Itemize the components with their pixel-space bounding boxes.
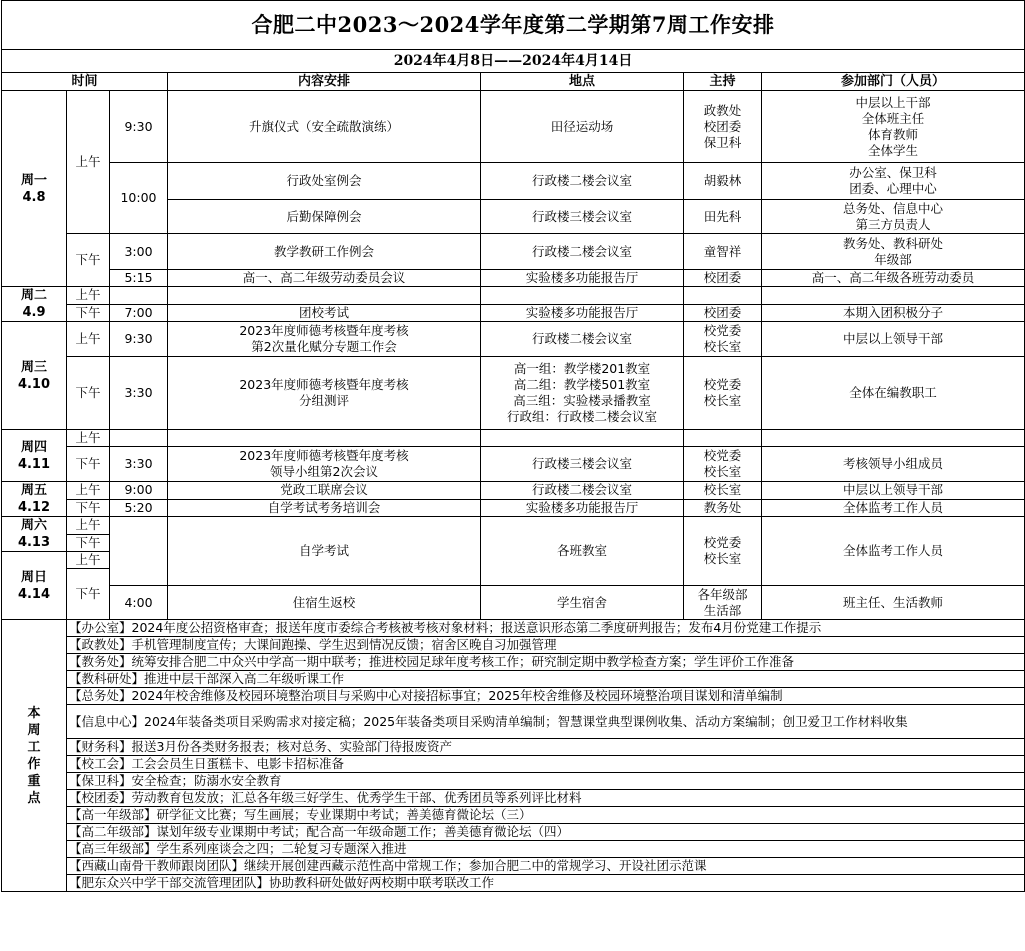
time-cell: 3:30 [110, 357, 168, 430]
participants-cell: 考核领导小组成员 [762, 447, 1025, 482]
location-cell: 行政楼二楼会议室 [481, 234, 684, 270]
day-sunday: 周日 4.14 [2, 552, 67, 620]
content-cell: 自学考试考务培训会 [168, 499, 481, 517]
header-host: 主持 [684, 73, 762, 91]
location-cell: 各班教室 [481, 517, 684, 586]
focus-item: 【校工会】工会会员生日蛋糕卡、电影卡招标准备 [67, 756, 1025, 773]
participants-cell: 中层以上领导干部 [762, 482, 1025, 500]
host-cell: 胡毅林 [684, 163, 762, 200]
time-cell: 3:30 [110, 447, 168, 482]
day-saturday: 周六 4.13 [2, 517, 67, 552]
period-pm: 下午 [67, 499, 110, 517]
period-am: 上午 [67, 552, 110, 569]
date-range: 2024年4月8日——2024年4月14日 [2, 50, 1025, 73]
host-cell: 教务处 [684, 499, 762, 517]
host-cell: 校团委 [684, 304, 762, 322]
location-cell: 实验楼多功能报告厅 [481, 270, 684, 287]
focus-item: 【政教处】手机管理制度宣传；大课间跑操、学生迟到情况反馈；宿舍区晚自习加强管理 [67, 637, 1025, 654]
host-cell: 校团委 [684, 270, 762, 287]
period-am: 上午 [67, 517, 110, 535]
time-cell: 10:00 [110, 163, 168, 234]
focus-item: 【高一年级部】研学征文比赛；写生画展；专业课期中考试；善美德育微论坛（三） [67, 807, 1025, 824]
period-am: 上午 [67, 430, 110, 447]
focus-item: 【教科研处】推进中层干部深入高二年级听课工作 [67, 671, 1025, 688]
content-cell: 2023年度师德考核暨年度考核 分组测评 [168, 357, 481, 430]
content-cell: 2023年度师德考核暨年度考核 领导小组第2次会议 [168, 447, 481, 482]
participants-cell: 办公室、保卫科 团委、心理中心 [762, 163, 1025, 200]
header-time: 时间 [2, 73, 168, 91]
time-cell: 5:15 [110, 270, 168, 287]
participants-cell: 全体在编教职工 [762, 357, 1025, 430]
day-thursday: 周四 4.11 [2, 430, 67, 482]
host-cell: 政教处 校团委 保卫科 [684, 91, 762, 163]
weekly-focus-label: 本 周 工 作 重 点 [2, 620, 67, 892]
participants-cell: 全体监考工作人员 [762, 517, 1025, 586]
focus-item: 【信息中心】2024年装备类项目采购需求对接定稿；2025年装备类项目采购清单编制；智慧课堂典型课例收集、活动方案编制；创卫爱卫工作材料收集 [67, 705, 1025, 739]
schedule-table [1, 0, 1025, 892]
participants-cell: 本期入团积极分子 [762, 304, 1025, 322]
focus-item: 【高二年级部】谋划年级专业课期中考试；配合高一年级命题工作；善美德育微论坛（四） [67, 824, 1025, 841]
location-cell: 行政楼二楼会议室 [481, 322, 684, 357]
day-friday: 周五 4.12 [2, 482, 67, 517]
participants-cell: 班主任、生活教师 [762, 586, 1025, 620]
content-cell: 住宿生返校 [168, 586, 481, 620]
page-title: 合肥二中2023～2024学年度第二学期第7周工作安排 [2, 1, 1025, 50]
period-pm: 下午 [67, 447, 110, 482]
focus-item: 【校团委】劳动教育包发放；汇总各年级三好学生、优秀学生干部、优秀团员等系列评比材料 [67, 790, 1025, 807]
content-cell: 高一、高二年级劳动委员会议 [168, 270, 481, 287]
content-cell: 自学考试 [168, 517, 481, 586]
time-cell: 9:00 [110, 482, 168, 500]
content-cell: 行政处室例会 [168, 163, 481, 200]
day-date: 4.8 [22, 189, 46, 205]
content-cell: 教学教研工作例会 [168, 234, 481, 270]
location-cell: 行政楼二楼会议室 [481, 482, 684, 500]
content-cell: 升旗仪式（安全疏散演练） [168, 91, 481, 163]
host-cell: 校长室 [684, 482, 762, 500]
participants-cell: 总务处、信息中心 第三方员责人 [762, 200, 1025, 234]
content-cell: 党政工联席会议 [168, 482, 481, 500]
time-cell: 5:20 [110, 499, 168, 517]
time-cell: 4:00 [110, 586, 168, 620]
period-pm: 下午 [67, 534, 110, 552]
location-cell: 行政楼二楼会议室 [481, 163, 684, 200]
participants-cell: 中层以上领导干部 [762, 322, 1025, 357]
location-cell: 高一组：教学楼201教室 高二组：教学楼501教室 高三组：实验楼录播教室 行政组：行政楼二楼会议室 [481, 357, 684, 430]
period-am: 上午 [67, 287, 110, 305]
period-pm: 下午 [67, 304, 110, 322]
host-cell: 校党委 校长室 [684, 447, 762, 482]
location-cell: 实验楼多功能报告厅 [481, 304, 684, 322]
content-cell: 后勤保障例会 [168, 200, 481, 234]
participants-cell: 高一、高二年级各班劳动委员 [762, 270, 1025, 287]
focus-item: 【西藏山南骨干教师跟岗团队】继续开展创建西藏示范性高中常规工作；参加合肥二中的常规学习、开设社团示范课 [67, 858, 1025, 875]
host-cell: 校党委 校长室 [684, 357, 762, 430]
focus-item: 【办公室】2024年度公招资格审查；报送年度市委综合考核被考核对象材料；报送意识形态第二季度研判报告；发布4月份党建工作提示 [67, 620, 1025, 637]
host-cell: 各年级部 生活部 [684, 586, 762, 620]
day-wednesday: 周三 4.10 [2, 322, 67, 430]
host-cell: 田先科 [684, 200, 762, 234]
host-cell: 童智祥 [684, 234, 762, 270]
time-cell: 7:00 [110, 304, 168, 322]
period-am: 上午 [67, 91, 110, 234]
time-cell: 9:30 [110, 91, 168, 163]
location-cell: 实验楼多功能报告厅 [481, 499, 684, 517]
location-cell: 行政楼三楼会议室 [481, 200, 684, 234]
host-cell: 校党委 校长室 [684, 517, 762, 586]
focus-item: 【教务处】统筹安排合肥二中众兴中学高一期中联考；推进校园足球年度考核工作；研究制定期中教学检查方案；学生评价工作准备 [67, 654, 1025, 671]
period-pm: 下午 [67, 569, 110, 620]
participants-cell: 中层以上干部 全体班主任 体育教师 全体学生 [762, 91, 1025, 163]
focus-item: 【财务科】报送3月份各类财务报表；核对总务、实验部门待报废资产 [67, 739, 1025, 756]
participants-cell: 全体监考工作人员 [762, 499, 1025, 517]
focus-item: 【肥东众兴中学干部交流管理团队】协助教科研处做好两校期中联考联改工作 [67, 875, 1025, 892]
period-am: 上午 [67, 482, 110, 500]
location-cell: 行政楼三楼会议室 [481, 447, 684, 482]
location-cell: 学生宿舍 [481, 586, 684, 620]
day-tuesday: 周二 4.9 [2, 287, 67, 322]
time-cell: 9:30 [110, 322, 168, 357]
focus-item: 【高三年级部】学生系列座谈会之四；二轮复习专题深入推进 [67, 841, 1025, 858]
header-location: 地点 [481, 73, 684, 91]
content-cell: 2023年度师德考核暨年度考核 第2次量化赋分专题工作会 [168, 322, 481, 357]
location-cell: 田径运动场 [481, 91, 684, 163]
period-pm: 下午 [67, 234, 110, 287]
host-cell: 校党委 校长室 [684, 322, 762, 357]
focus-item: 【总务处】2024年校舍维修及校园环境整治项目与采购中心对接招标事宜；2025年校舍维修及校园环境整治项目谋划和清单编制 [67, 688, 1025, 705]
day-monday [2, 91, 67, 287]
focus-item: 【保卫科】安全检查；防溺水安全教育 [67, 773, 1025, 790]
period-pm: 下午 [67, 357, 110, 430]
header-participants: 参加部门（人员） [762, 73, 1025, 91]
header-content: 内容安排 [168, 73, 481, 91]
content-cell: 团校考试 [168, 304, 481, 322]
period-am: 上午 [67, 322, 110, 357]
day-name: 周一 [20, 172, 47, 188]
participants-cell: 教务处、教科研处 年级部 [762, 234, 1025, 270]
time-cell: 3:00 [110, 234, 168, 270]
